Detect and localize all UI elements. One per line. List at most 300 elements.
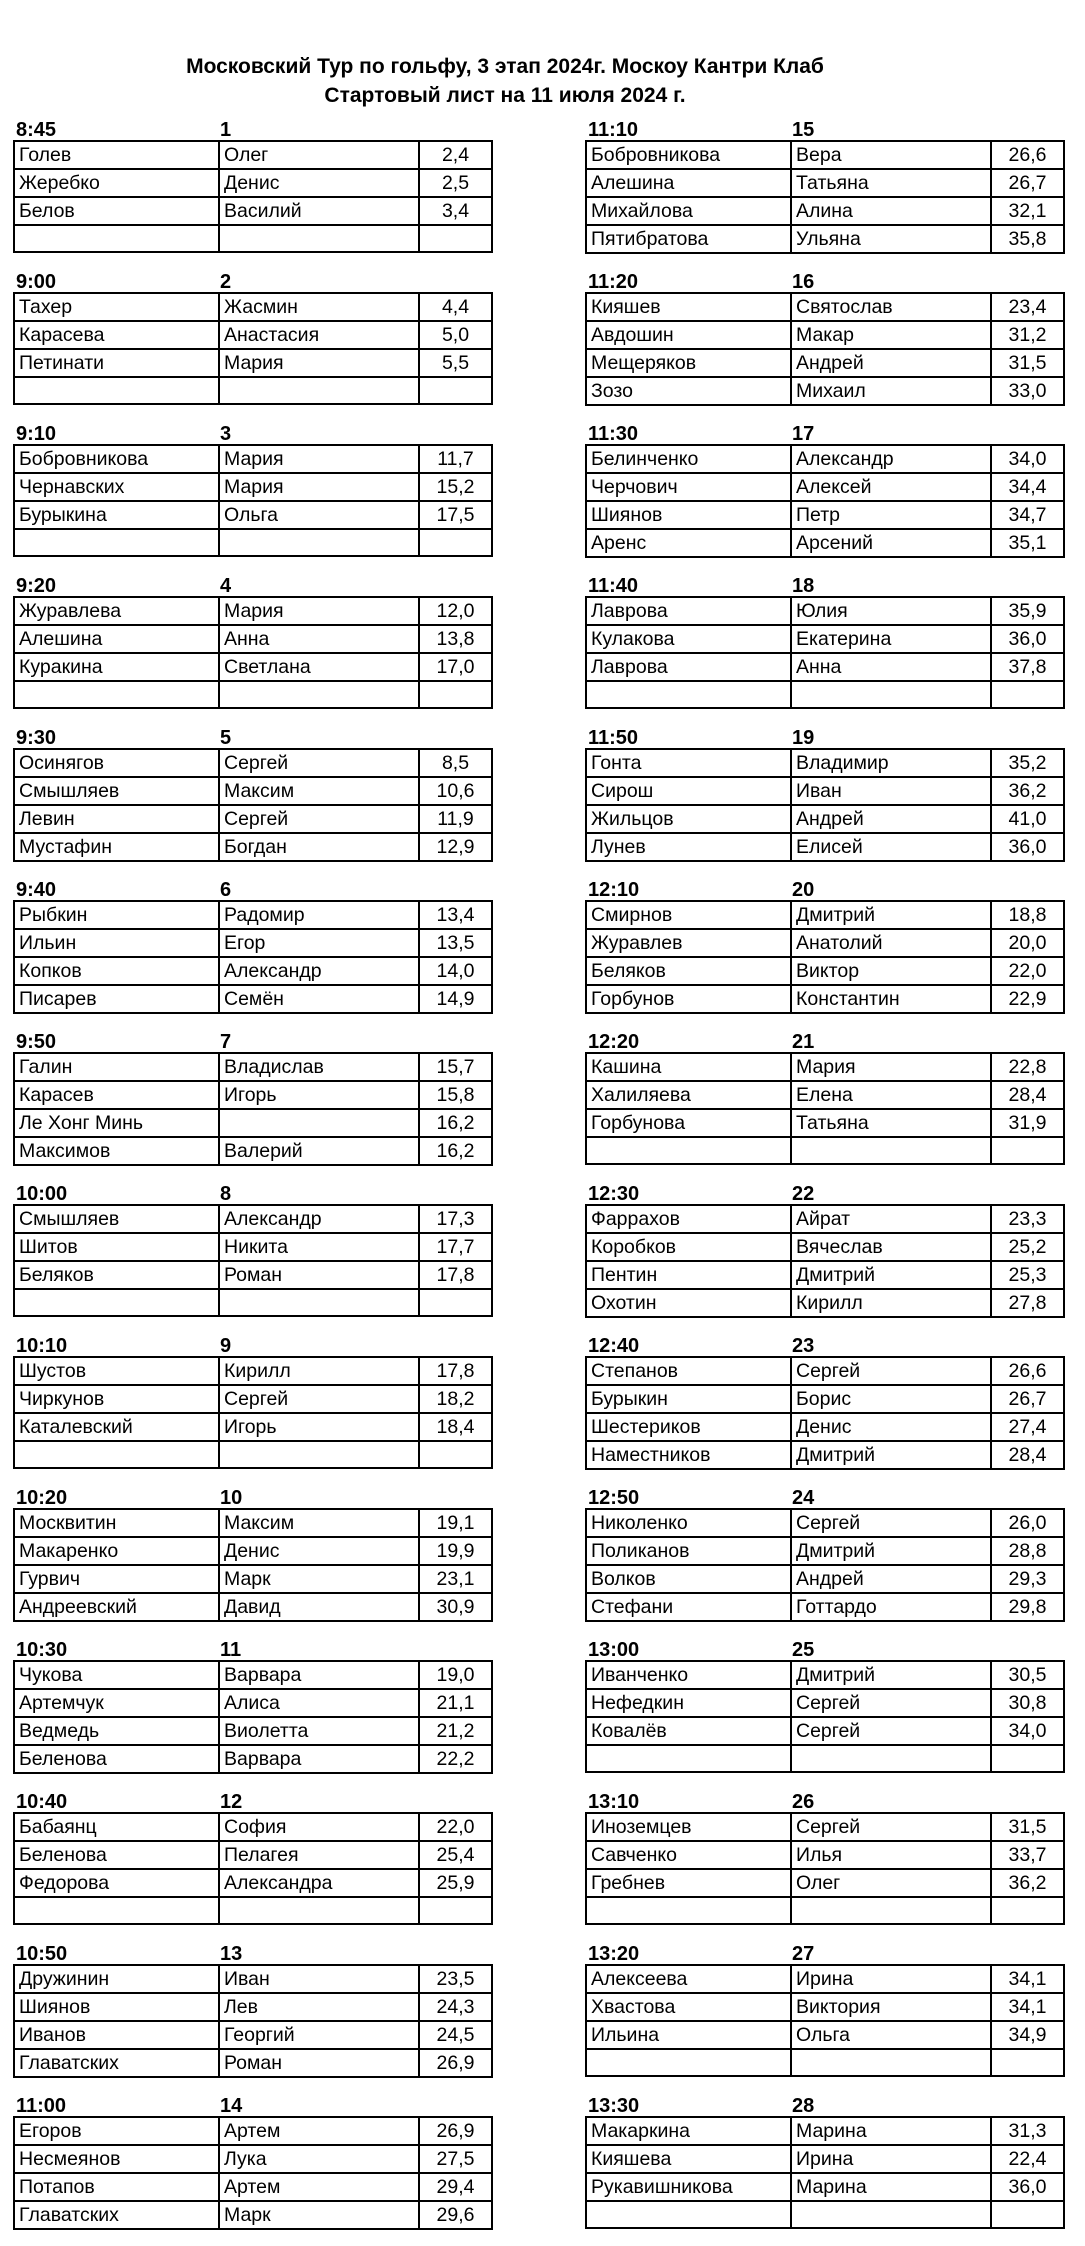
- player-handicap: 17,0: [419, 653, 492, 681]
- player-handicap: 22,0: [419, 1813, 492, 1841]
- player-last-name: Артемчук: [14, 1689, 219, 1717]
- player-handicap: 10,6: [419, 777, 492, 805]
- player-first-name: Денис: [219, 1537, 419, 1565]
- group-header: [13, 1334, 493, 1356]
- tee-group: [13, 1334, 493, 1486]
- player-first-name: София: [219, 1813, 419, 1841]
- player-first-name: Мария: [791, 1053, 991, 1081]
- players-table: [585, 1052, 1065, 1165]
- player-first-name: Роман: [219, 1261, 419, 1289]
- table-row: [14, 1441, 492, 1468]
- group-header: [13, 422, 493, 444]
- player-handicap: 2,4: [419, 141, 492, 169]
- player-last-name: Главатских: [14, 2049, 219, 2077]
- players-table: [13, 1812, 493, 1925]
- tee-group: [585, 1790, 1065, 1942]
- player-first-name: Вячеслав: [791, 1233, 991, 1261]
- player-handicap: 19,1: [419, 1509, 492, 1537]
- table-row: [14, 1053, 492, 1081]
- group-header: [585, 1790, 1065, 1812]
- player-last-name: [14, 377, 219, 404]
- player-handicap: 31,5: [991, 1813, 1064, 1841]
- player-handicap: 26,9: [419, 2049, 492, 2077]
- group-number: 20: [792, 879, 815, 901]
- player-first-name: Сергей: [791, 1509, 991, 1537]
- player-last-name: [586, 2049, 791, 2076]
- table-row: [586, 1413, 1064, 1441]
- players-table: [585, 596, 1065, 709]
- group-number: 17: [792, 423, 815, 445]
- player-first-name: Олег: [219, 141, 419, 169]
- player-last-name: Нефедкин: [586, 1689, 791, 1717]
- player-handicap: 11,9: [419, 805, 492, 833]
- player-first-name: Марк: [219, 2201, 419, 2229]
- player-first-name: Денис: [791, 1413, 991, 1441]
- player-handicap: [991, 2201, 1064, 2228]
- player-handicap: [991, 1897, 1064, 1924]
- player-handicap: 24,3: [419, 1993, 492, 2021]
- player-first-name: Петр: [791, 501, 991, 529]
- player-handicap: [991, 2049, 1064, 2076]
- player-first-name: Дмитрий: [791, 1261, 991, 1289]
- table-row: [14, 377, 492, 404]
- player-handicap: 17,3: [419, 1205, 492, 1233]
- tee-group: [585, 270, 1065, 422]
- player-first-name: Олег: [791, 1869, 991, 1897]
- table-row: [14, 1689, 492, 1717]
- table-row: [586, 1813, 1064, 1841]
- table-row: [586, 1897, 1064, 1924]
- player-handicap: [419, 225, 492, 252]
- tee-group: [13, 878, 493, 1030]
- tee-time: 10:50: [16, 1943, 68, 1965]
- player-handicap: 14,0: [419, 957, 492, 985]
- player-handicap: 36,0: [991, 625, 1064, 653]
- player-handicap: 28,4: [991, 1081, 1064, 1109]
- player-first-name: Мария: [219, 349, 419, 377]
- table-row: [14, 197, 492, 225]
- player-last-name: Левин: [14, 805, 219, 833]
- player-handicap: 26,9: [419, 2117, 492, 2145]
- player-first-name: Анастасия: [219, 321, 419, 349]
- player-handicap: 36,0: [991, 833, 1064, 861]
- player-first-name: Владислав: [219, 1053, 419, 1081]
- player-handicap: 5,5: [419, 349, 492, 377]
- player-last-name: [14, 1289, 219, 1316]
- player-handicap: 22,9: [991, 985, 1064, 1013]
- table-row: [586, 1869, 1064, 1897]
- player-handicap: 34,1: [991, 1965, 1064, 1993]
- player-first-name: [219, 1897, 419, 1924]
- player-last-name: Журавлева: [14, 597, 219, 625]
- tee-group: [13, 1942, 493, 2094]
- player-last-name: Каталевский: [14, 1413, 219, 1441]
- table-row: [14, 1413, 492, 1441]
- table-row: [14, 1137, 492, 1165]
- player-first-name: Алексей: [791, 473, 991, 501]
- player-last-name: [14, 1897, 219, 1924]
- player-first-name: Егор: [219, 929, 419, 957]
- table-row: [14, 445, 492, 473]
- player-handicap: 32,1: [991, 197, 1064, 225]
- player-last-name: Авдошин: [586, 321, 791, 349]
- group-header: [585, 1486, 1065, 1508]
- players-table: [585, 1812, 1065, 1925]
- player-handicap: [419, 377, 492, 404]
- table-row: [14, 1357, 492, 1385]
- player-last-name: Охотин: [586, 1289, 791, 1317]
- player-handicap: 13,5: [419, 929, 492, 957]
- group-header: [13, 1942, 493, 1964]
- group-header: [585, 118, 1065, 140]
- player-first-name: [219, 225, 419, 252]
- table-row: [586, 2021, 1064, 2049]
- table-row: [14, 1205, 492, 1233]
- table-row: [586, 1233, 1064, 1261]
- document-subtitle: Стартовый лист на 11 июля 2024 г.: [324, 84, 686, 107]
- table-row: [14, 2117, 492, 2145]
- tee-group: [585, 1638, 1065, 1790]
- player-handicap: 18,8: [991, 901, 1064, 929]
- player-last-name: Журавлев: [586, 929, 791, 957]
- player-handicap: 22,2: [419, 1745, 492, 1773]
- table-row: [586, 349, 1064, 377]
- group-header: [13, 118, 493, 140]
- players-table: [585, 1204, 1065, 1318]
- table-row: [586, 1965, 1064, 1993]
- player-first-name: Варвара: [219, 1745, 419, 1773]
- player-first-name: Вера: [791, 141, 991, 169]
- players-table: [13, 444, 493, 557]
- player-handicap: 27,4: [991, 1413, 1064, 1441]
- player-first-name: Сергей: [219, 1385, 419, 1413]
- player-handicap: 24,5: [419, 2021, 492, 2049]
- player-handicap: 30,5: [991, 1661, 1064, 1689]
- player-last-name: Сирош: [586, 777, 791, 805]
- tee-time: 8:45: [16, 119, 57, 141]
- table-row: [586, 1137, 1064, 1164]
- group-number: 9: [220, 1335, 232, 1357]
- player-last-name: Кияшев: [586, 293, 791, 321]
- player-first-name: Семён: [219, 985, 419, 1013]
- player-first-name: Георгий: [219, 2021, 419, 2049]
- player-first-name: Игорь: [219, 1413, 419, 1441]
- player-first-name: [219, 1109, 419, 1137]
- player-first-name: Виолетта: [219, 1717, 419, 1745]
- player-handicap: 26,0: [991, 1509, 1064, 1537]
- player-first-name: Максим: [219, 777, 419, 805]
- table-row: [586, 2173, 1064, 2201]
- player-handicap: 20,0: [991, 929, 1064, 957]
- table-row: [14, 985, 492, 1013]
- table-row: [586, 1745, 1064, 1772]
- player-last-name: Стефани: [586, 1593, 791, 1621]
- tee-time: 9:00: [16, 271, 57, 293]
- players-table: [585, 748, 1065, 862]
- player-first-name: Александр: [791, 445, 991, 473]
- table-row: [14, 1081, 492, 1109]
- player-handicap: 15,8: [419, 1081, 492, 1109]
- player-last-name: Николенко: [586, 1509, 791, 1537]
- group-header: [13, 1790, 493, 1812]
- group-number: 7: [220, 1031, 232, 1053]
- player-handicap: [991, 681, 1064, 708]
- player-first-name: Михаил: [791, 377, 991, 405]
- player-first-name: Ирина: [791, 1965, 991, 1993]
- player-first-name: Мария: [219, 473, 419, 501]
- player-first-name: Елисей: [791, 833, 991, 861]
- player-first-name: Анна: [219, 625, 419, 653]
- tee-group: [585, 422, 1065, 574]
- player-first-name: Ирина: [791, 2145, 991, 2173]
- player-first-name: Святослав: [791, 293, 991, 321]
- player-first-name: Екатерина: [791, 625, 991, 653]
- player-last-name: Беленова: [14, 1841, 219, 1869]
- tee-group: [13, 1030, 493, 1182]
- group-header: [13, 1638, 493, 1660]
- player-first-name: Валерий: [219, 1137, 419, 1165]
- table-row: [586, 1441, 1064, 1469]
- player-last-name: Алешина: [14, 625, 219, 653]
- player-handicap: 34,7: [991, 501, 1064, 529]
- group-number: 1: [220, 119, 232, 141]
- player-last-name: Дружинин: [14, 1965, 219, 1993]
- tee-group: [585, 1030, 1065, 1182]
- player-handicap: 29,6: [419, 2201, 492, 2229]
- player-last-name: Бобровникова: [14, 445, 219, 473]
- table-row: [14, 321, 492, 349]
- player-first-name: Давид: [219, 1593, 419, 1621]
- group-header: [13, 270, 493, 292]
- player-last-name: Рыбкин: [14, 901, 219, 929]
- tee-group: [13, 270, 493, 422]
- player-first-name: Дмитрий: [791, 1441, 991, 1469]
- table-row: [586, 1509, 1064, 1537]
- player-last-name: Иванченко: [586, 1661, 791, 1689]
- tee-group: [13, 726, 493, 878]
- tee-time: 13:30: [588, 2095, 640, 2117]
- table-row: [586, 1109, 1064, 1137]
- tee-group: [585, 726, 1065, 878]
- player-last-name: [586, 1745, 791, 1772]
- document-header: [0, 52, 1010, 110]
- document-title: Московский Тур по гольфу, 3 этап 2024г. Москоу Кантри Клаб: [186, 55, 824, 78]
- players-table: [13, 1660, 493, 1774]
- players-table: [585, 1508, 1065, 1622]
- player-last-name: Макаркина: [586, 2117, 791, 2145]
- player-first-name: Борис: [791, 1385, 991, 1413]
- player-first-name: Ульяна: [791, 225, 991, 253]
- group-header: [585, 1182, 1065, 1204]
- player-handicap: 17,8: [419, 1261, 492, 1289]
- player-handicap: 8,5: [419, 749, 492, 777]
- player-last-name: Куракина: [14, 653, 219, 681]
- player-handicap: 21,1: [419, 1689, 492, 1717]
- player-last-name: Беленова: [14, 1745, 219, 1773]
- table-row: [14, 225, 492, 252]
- player-first-name: [219, 1441, 419, 1468]
- tee-time: 13:00: [588, 1639, 640, 1661]
- table-row: [14, 2201, 492, 2229]
- table-row: [14, 1509, 492, 1537]
- tee-time: 11:10: [588, 119, 639, 141]
- player-last-name: Кашина: [586, 1053, 791, 1081]
- player-last-name: [14, 681, 219, 708]
- group-number: 14: [220, 2095, 243, 2117]
- player-last-name: Лунев: [586, 833, 791, 861]
- player-last-name: Чукова: [14, 1661, 219, 1689]
- table-row: [586, 653, 1064, 681]
- tee-group: [13, 2094, 493, 2246]
- player-last-name: Наместников: [586, 1441, 791, 1469]
- group-number: 11: [220, 1639, 242, 1661]
- players-table: [585, 900, 1065, 1014]
- player-first-name: Богдан: [219, 833, 419, 861]
- player-last-name: Кияшева: [586, 2145, 791, 2173]
- player-last-name: Алексеева: [586, 1965, 791, 1993]
- group-number: 22: [792, 1183, 815, 1205]
- player-first-name: [791, 2201, 991, 2228]
- player-handicap: 18,4: [419, 1413, 492, 1441]
- player-handicap: 33,7: [991, 1841, 1064, 1869]
- group-header: [585, 270, 1065, 292]
- player-first-name: [219, 529, 419, 556]
- group-header: [13, 574, 493, 596]
- tee-group: [13, 1182, 493, 1334]
- table-row: [586, 985, 1064, 1013]
- table-row: [586, 445, 1064, 473]
- player-first-name: Артем: [219, 2173, 419, 2201]
- tee-group: [13, 1790, 493, 1942]
- player-last-name: Степанов: [586, 1357, 791, 1385]
- player-first-name: [219, 377, 419, 404]
- table-row: [14, 805, 492, 833]
- group-header: [585, 1638, 1065, 1660]
- player-last-name: Чиркунов: [14, 1385, 219, 1413]
- player-last-name: Бобровникова: [586, 141, 791, 169]
- tee-group: [13, 118, 493, 270]
- table-row: [586, 225, 1064, 253]
- tee-time: 10:20: [16, 1487, 68, 1509]
- player-last-name: Москвитин: [14, 1509, 219, 1537]
- player-first-name: Макар: [791, 321, 991, 349]
- table-row: [14, 1289, 492, 1316]
- player-last-name: Ковалёв: [586, 1717, 791, 1745]
- player-first-name: Арсений: [791, 529, 991, 557]
- player-first-name: Андрей: [791, 805, 991, 833]
- tee-time: 9:20: [16, 575, 57, 597]
- players-table: [13, 1964, 493, 2078]
- player-last-name: Егоров: [14, 2117, 219, 2145]
- table-row: [14, 473, 492, 501]
- group-number: 26: [792, 1791, 815, 1813]
- player-last-name: Голев: [14, 141, 219, 169]
- player-last-name: Потапов: [14, 2173, 219, 2201]
- table-row: [586, 1289, 1064, 1317]
- table-row: [586, 377, 1064, 405]
- player-last-name: Зозо: [586, 377, 791, 405]
- player-first-name: Константин: [791, 985, 991, 1013]
- player-handicap: 33,0: [991, 377, 1064, 405]
- table-row: [14, 1537, 492, 1565]
- player-handicap: 4,4: [419, 293, 492, 321]
- tee-time: 12:30: [588, 1183, 640, 1205]
- player-handicap: [419, 681, 492, 708]
- table-row: [586, 681, 1064, 708]
- tee-group: [13, 574, 493, 726]
- player-handicap: 34,0: [991, 1717, 1064, 1745]
- player-handicap: 25,3: [991, 1261, 1064, 1289]
- table-row: [586, 501, 1064, 529]
- player-first-name: Илья: [791, 1841, 991, 1869]
- table-row: [586, 749, 1064, 777]
- player-last-name: [14, 529, 219, 556]
- table-row: [586, 929, 1064, 957]
- tee-group: [585, 118, 1065, 270]
- left-column: [13, 118, 493, 2246]
- player-last-name: [586, 1897, 791, 1924]
- player-first-name: Светлана: [219, 653, 419, 681]
- table-row: [14, 597, 492, 625]
- table-row: [14, 2173, 492, 2201]
- player-first-name: Ольга: [791, 2021, 991, 2049]
- group-header: [13, 1486, 493, 1508]
- player-last-name: Белинченко: [586, 445, 791, 473]
- player-handicap: 37,8: [991, 653, 1064, 681]
- table-row: [14, 1965, 492, 1993]
- player-last-name: Шиянов: [586, 501, 791, 529]
- players-table: [13, 2116, 493, 2230]
- player-handicap: 27,8: [991, 1289, 1064, 1317]
- table-row: [586, 2201, 1064, 2228]
- table-row: [14, 501, 492, 529]
- player-last-name: Савченко: [586, 1841, 791, 1869]
- table-row: [14, 681, 492, 708]
- group-header: [585, 878, 1065, 900]
- player-handicap: 22,8: [991, 1053, 1064, 1081]
- tee-time: 11:30: [588, 423, 639, 445]
- tee-time: 12:10: [588, 879, 640, 901]
- table-row: [586, 321, 1064, 349]
- table-row: [586, 2049, 1064, 2076]
- player-last-name: [586, 1137, 791, 1164]
- player-handicap: 23,5: [419, 1965, 492, 1993]
- player-last-name: Мустафин: [14, 833, 219, 861]
- player-last-name: Горбунов: [586, 985, 791, 1013]
- player-last-name: Карасева: [14, 321, 219, 349]
- group-header: [585, 574, 1065, 596]
- player-handicap: 11,7: [419, 445, 492, 473]
- player-last-name: Горбунова: [586, 1109, 791, 1137]
- player-last-name: Смирнов: [586, 901, 791, 929]
- table-row: [586, 1081, 1064, 1109]
- table-row: [14, 1385, 492, 1413]
- player-last-name: Коробков: [586, 1233, 791, 1261]
- group-number: 15: [792, 119, 815, 141]
- tee-time: 9:40: [16, 879, 57, 901]
- player-handicap: 34,0: [991, 445, 1064, 473]
- players-table: [13, 1508, 493, 1622]
- player-handicap: 23,1: [419, 1565, 492, 1593]
- player-first-name: Сергей: [219, 749, 419, 777]
- player-last-name: Осинягов: [14, 749, 219, 777]
- player-first-name: Марина: [791, 2117, 991, 2145]
- player-last-name: Гонта: [586, 749, 791, 777]
- player-handicap: [419, 1289, 492, 1316]
- player-last-name: Черчович: [586, 473, 791, 501]
- player-last-name: Ильина: [586, 2021, 791, 2049]
- player-last-name: [586, 681, 791, 708]
